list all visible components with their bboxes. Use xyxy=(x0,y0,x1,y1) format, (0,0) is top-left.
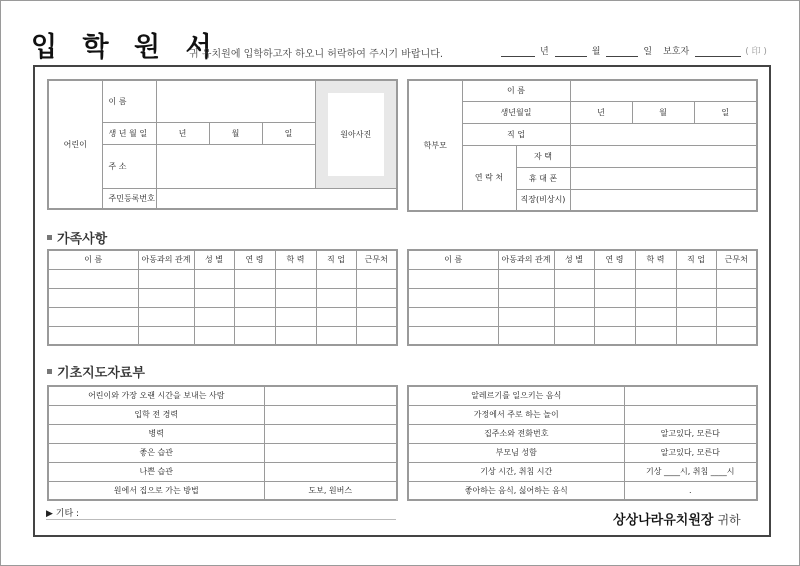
family-col-relation: 아동과의 관계 xyxy=(138,250,194,269)
table-cell[interactable] xyxy=(138,288,194,307)
basic-section-title xyxy=(47,362,145,381)
child-birth-month[interactable]: 월 xyxy=(209,122,262,144)
family-table-left xyxy=(47,249,398,346)
child-birth-label: 생 년 월 일 xyxy=(102,122,156,144)
table-cell[interactable] xyxy=(498,307,554,326)
family-col-workplace: 근무처 xyxy=(716,250,757,269)
basic-left-label: 입학 전 경력 xyxy=(48,405,264,424)
basic-left-value[interactable]: 도보, 원버스 xyxy=(264,481,397,500)
table-row xyxy=(408,288,757,307)
parent-name-label: 이 름 xyxy=(462,80,570,101)
table-cell[interactable] xyxy=(716,269,757,288)
parent-mobile-field[interactable] xyxy=(570,167,757,189)
table-cell[interactable] xyxy=(554,326,594,345)
table-cell[interactable] xyxy=(356,307,397,326)
parent-birth-label: 생년월일 xyxy=(462,101,570,123)
table-cell[interactable] xyxy=(498,288,554,307)
table-cell[interactable] xyxy=(408,326,498,345)
child-info-table xyxy=(47,79,398,210)
table-cell[interactable] xyxy=(194,307,234,326)
parent-home-field[interactable] xyxy=(570,145,757,167)
table-cell[interactable] xyxy=(275,269,316,288)
basic-right-value[interactable]: . xyxy=(624,481,757,500)
table-cell[interactable] xyxy=(554,307,594,326)
basic-left-label: 병력 xyxy=(48,424,264,443)
guardian-label: 보호자 xyxy=(663,47,690,57)
table-cell[interactable] xyxy=(234,307,275,326)
photo-label: 원아사진 xyxy=(340,129,372,139)
child-birth-day[interactable]: 일 xyxy=(262,122,315,144)
table-cell[interactable] xyxy=(138,269,194,288)
parent-work-label: 직장(비상시) xyxy=(516,189,570,211)
table-cell[interactable] xyxy=(138,326,194,345)
table-cell[interactable] xyxy=(48,307,138,326)
year-blank[interactable] xyxy=(501,48,535,57)
photo-area xyxy=(315,80,397,188)
table-cell[interactable] xyxy=(356,269,397,288)
table-cell[interactable] xyxy=(635,307,676,326)
table-cell[interactable] xyxy=(194,326,234,345)
table-cell[interactable] xyxy=(138,307,194,326)
basic-right-value[interactable]: 기상 ____시, 취침 ____시 xyxy=(624,462,757,481)
family-col-education: 학 력 xyxy=(275,250,316,269)
family-col-workplace: 근무처 xyxy=(356,250,397,269)
parent-section-label: 학부모 xyxy=(408,80,462,211)
etc-label: ▶ 기타 : xyxy=(46,509,80,519)
family-col-job: 직 업 xyxy=(316,250,356,269)
table-cell[interactable] xyxy=(676,326,716,345)
parent-home-label: 자 택 xyxy=(516,145,570,167)
table-cell[interactable] xyxy=(316,269,356,288)
child-address-field[interactable] xyxy=(156,144,315,188)
basic-right-label: 기상 시간, 취침 시간 xyxy=(408,462,624,481)
family-title-text: 가족사항 xyxy=(57,232,108,247)
bullet-square-icon xyxy=(47,235,52,240)
child-rrn-field[interactable] xyxy=(156,188,397,209)
family-col-gender: 성 별 xyxy=(194,250,234,269)
parent-mobile-label: 휴 대 폰 xyxy=(516,167,570,189)
table-row xyxy=(408,269,757,288)
parent-work-field[interactable] xyxy=(570,189,757,211)
parent-job-field[interactable] xyxy=(570,123,757,145)
table-cell[interactable] xyxy=(716,326,757,345)
table-cell[interactable] xyxy=(554,269,594,288)
basic-table-left xyxy=(47,385,398,501)
table-cell[interactable] xyxy=(48,288,138,307)
table-cell[interactable] xyxy=(594,269,635,288)
table-cell[interactable] xyxy=(408,307,498,326)
parent-contact-label: 연 락 처 xyxy=(462,145,516,211)
table-cell[interactable] xyxy=(635,326,676,345)
table-cell[interactable] xyxy=(594,326,635,345)
table-row xyxy=(48,307,397,326)
child-section-label: 어린이 xyxy=(48,80,102,209)
form-subtitle: 귀 유치원에 입학하고자 하오니 허락하여 주시기 바랍니다. xyxy=(189,49,444,60)
family-col-name: 이 름 xyxy=(408,250,498,269)
basic-right-value[interactable] xyxy=(624,386,757,405)
family-col-name: 이 름 xyxy=(48,250,138,269)
table-cell[interactable] xyxy=(356,288,397,307)
form-title: 입 학 원 서 xyxy=(31,32,220,63)
table-cell[interactable] xyxy=(194,269,234,288)
table-cell[interactable] xyxy=(498,326,554,345)
etc-line[interactable] xyxy=(46,506,396,520)
table-cell[interactable] xyxy=(635,288,676,307)
table-cell[interactable] xyxy=(356,326,397,345)
table-cell[interactable] xyxy=(48,269,138,288)
table-cell[interactable] xyxy=(316,288,356,307)
table-cell[interactable] xyxy=(716,288,757,307)
basic-right-value[interactable] xyxy=(624,405,757,424)
family-section-title xyxy=(47,228,107,247)
table-cell[interactable] xyxy=(275,326,316,345)
basic-left-label: 원에서 집으로 가는 방법 xyxy=(48,481,264,500)
basic-right-label: 부모님 성함 xyxy=(408,443,624,462)
table-cell[interactable] xyxy=(234,326,275,345)
basic-right-label: 가정에서 주로 하는 놀이 xyxy=(408,405,624,424)
photo-box[interactable] xyxy=(328,93,385,176)
table-cell[interactable] xyxy=(498,269,554,288)
table-cell[interactable] xyxy=(635,269,676,288)
table-cell[interactable] xyxy=(234,269,275,288)
day-blank[interactable] xyxy=(606,48,638,57)
table-cell[interactable] xyxy=(716,307,757,326)
basic-title-text: 기초지도자료부 xyxy=(57,366,145,381)
parent-info-table xyxy=(407,79,758,212)
family-col-job: 직 업 xyxy=(676,250,716,269)
bullet-square-icon xyxy=(47,369,52,374)
table-cell[interactable] xyxy=(408,269,498,288)
basic-left-value[interactable] xyxy=(264,462,397,481)
basic-right-label: 집주소와 전화번호 xyxy=(408,424,624,443)
year-label: 년 xyxy=(540,47,549,57)
table-row xyxy=(48,326,397,345)
table-cell[interactable] xyxy=(48,326,138,345)
basic-table-right xyxy=(407,385,758,501)
signature-name: 상상나라유치원장 xyxy=(613,513,714,528)
table-cell[interactable] xyxy=(234,288,275,307)
basic-right-value[interactable]: 알고있다, 모른다 xyxy=(624,443,757,462)
table-cell[interactable] xyxy=(554,288,594,307)
signature-block xyxy=(613,509,741,528)
family-col-relation: 아동과의 관계 xyxy=(498,250,554,269)
child-birth-year[interactable]: 년 xyxy=(156,122,209,144)
day-label: 일 xyxy=(643,47,653,57)
table-cell[interactable] xyxy=(275,307,316,326)
parent-birth-day[interactable]: 일 xyxy=(694,101,757,123)
family-col-gender: 성 별 xyxy=(554,250,594,269)
guardian-blank[interactable] xyxy=(695,48,741,57)
table-row xyxy=(408,307,757,326)
family-col-age: 연 령 xyxy=(234,250,275,269)
child-name-label: 이 름 xyxy=(102,80,156,122)
table-row xyxy=(48,288,397,307)
seal-mark: ( 印 ) xyxy=(745,47,767,57)
table-cell[interactable] xyxy=(275,288,316,307)
table-cell[interactable] xyxy=(316,307,356,326)
basic-left-label: 어린이와 가장 오랜 시간을 보내는 사람 xyxy=(48,386,264,405)
basic-left-value[interactable] xyxy=(264,386,397,405)
parent-birth-year[interactable]: 년 xyxy=(570,101,632,123)
basic-left-value[interactable] xyxy=(264,405,397,424)
family-col-age: 연 령 xyxy=(594,250,635,269)
basic-right-value[interactable]: 알고있다, 모른다 xyxy=(624,424,757,443)
parent-birth-month[interactable]: 월 xyxy=(632,101,694,123)
basic-left-label: 좋은 습관 xyxy=(48,443,264,462)
table-cell[interactable] xyxy=(408,288,498,307)
table-cell[interactable] xyxy=(594,307,635,326)
child-name-field[interactable] xyxy=(156,80,315,122)
date-guardian-line xyxy=(501,44,767,57)
table-cell[interactable] xyxy=(676,288,716,307)
month-blank[interactable] xyxy=(555,48,587,57)
month-label: 월 xyxy=(591,47,601,57)
table-cell[interactable] xyxy=(676,307,716,326)
basic-left-value[interactable] xyxy=(264,424,397,443)
basic-left-label: 나쁜 습관 xyxy=(48,462,264,481)
child-address-label: 주 소 xyxy=(102,144,156,188)
child-rrn-label: 주민등록번호 xyxy=(102,188,156,209)
table-cell[interactable] xyxy=(316,326,356,345)
table-cell[interactable] xyxy=(594,288,635,307)
table-cell[interactable] xyxy=(194,288,234,307)
parent-job-label: 직 업 xyxy=(462,123,570,145)
family-col-education: 학 력 xyxy=(635,250,676,269)
family-table-right xyxy=(407,249,758,346)
basic-left-value[interactable] xyxy=(264,443,397,462)
table-row xyxy=(408,326,757,345)
parent-name-field[interactable] xyxy=(570,80,757,101)
table-cell[interactable] xyxy=(676,269,716,288)
basic-right-label: 좋아하는 음식, 싫어하는 음식 xyxy=(408,481,624,500)
table-row xyxy=(48,269,397,288)
signature-suffix: 귀하 xyxy=(717,513,741,527)
basic-right-label: 알레르기를 일으키는 음식 xyxy=(408,386,624,405)
